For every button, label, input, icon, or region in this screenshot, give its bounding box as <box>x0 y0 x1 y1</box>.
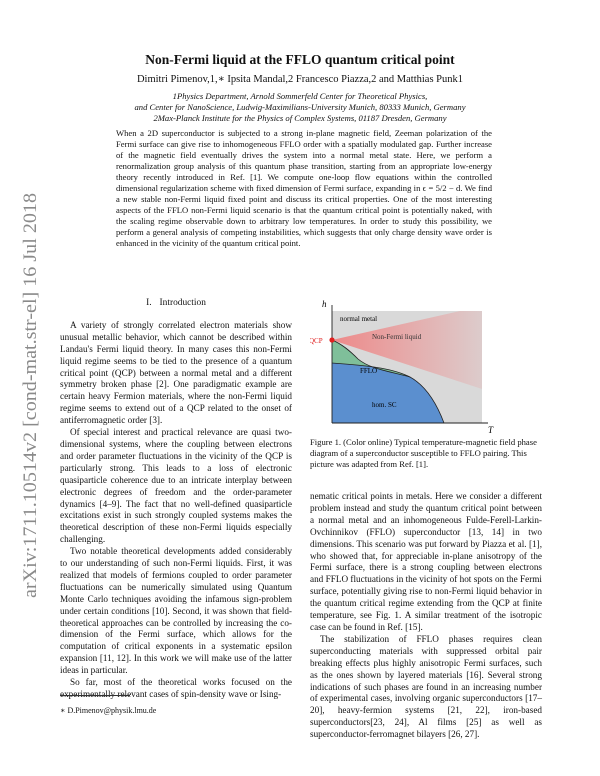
footnote-rule <box>60 695 130 696</box>
figure-caption: Figure 1. (Color online) Typical temperature-magnetic field phase diagram of a superconductor susceptible to FFLO pairing. This picture was adapted from Ref. [1]. <box>310 437 537 469</box>
affiliations <box>60 91 540 124</box>
paragraph: Of special interest and practical relevance are quasi two-dimensional systems, where the coupling between electrons and order parameter fluctuations in the vicinity of the QCP is particularly strong. This leads to a loss of electronic quasiparticle coherence due to an intricate interplay between electronic degrees of freedom and the order-parameter dynamics [4–9]. The fact that no well-defined quasiparticle excitations exist in such strongly coupled systems makes the theoretical description of these non-Fermi liquids especially challenging. <box>60 427 292 545</box>
section-title: Introduction <box>159 298 206 308</box>
nfl-label: Non-Fermi liquid <box>372 333 422 341</box>
qcp-label: QCP <box>310 337 323 345</box>
hom-sc-label: hom. SC <box>372 401 397 409</box>
affiliation-line: 1Physics Department, Arnold Sommerfeld Center for Theoretical Physics, <box>172 91 428 101</box>
section-heading <box>60 298 292 310</box>
phase-diagram-svg <box>310 299 542 435</box>
affiliation-line: and Center for NanoScience, Ludwig-Maximilians-University Munich, 80333 Munich, Germany <box>134 102 466 112</box>
paragraph: So far, most of the theoretical works focused on the experimentally relevant cases of spin-density wave or Ising- <box>60 677 292 699</box>
x-axis-label: T <box>488 425 494 435</box>
right-column <box>310 491 542 741</box>
footnote-email: ∗ D.Pimenov@physik.lmu.de <box>60 706 157 715</box>
fflo-label: FFLO <box>360 367 378 375</box>
phase-diagram-figure <box>310 299 542 435</box>
paper-title: Non-Fermi liquid at the FFLO quantum critical point <box>145 52 455 67</box>
section-number: I. <box>146 298 152 308</box>
arxiv-stamp <box>14 190 44 600</box>
affiliation-line: 2Max-Planck Institute for the Physics of Complex Systems, 01187 Dresden, Germany <box>153 113 447 123</box>
normal-metal-label: normal metal <box>340 315 378 323</box>
paragraph: The stabilization of FFLO phases requires clean superconducting materials with suppressed orbital pair breaking effects plus highly anisotropic Fermi surfaces, such as the ones shown by layered materials [16]. Several strong indications of such phases are found in an increasing number of experimental cases, involving organic superconductors [17–20], heavy-fermion systems [21, 22], iron-based superconductors[23, 24], Al films [25] as well as superconductor-ferromagnet bilayers [26, 27]. <box>310 633 542 740</box>
paragraph: A variety of strongly correlated electron materials show unusual metallic behavior, which cannot be described within Landau's Fermi liquid theory. In many cases this non-Fermi liquid regime seems to be tied to the presence of a quantum critical point (QCP) between a normal metal and a different symmetry broken phase [2]. One paradigmatic example are certain heavy Fermion materials, where the non-Fermi liquid regime seems to extend out of a QCP related to the onset of antiferromagnetic order [3]. <box>60 319 292 426</box>
y-axis-label: h <box>322 299 327 309</box>
arxiv-id: arXiv:1711.10514v2 [cond-mat.str-el] 16 Jul 2018 <box>20 214 41 598</box>
author-list: Dimitri Pimenov,1,∗ Ipsita Mandal,2 Francesco Piazza,2 and Matthias Punk1 <box>136 74 464 85</box>
footnote <box>60 695 292 715</box>
paragraph: Two notable theoretical developments added considerably to our understanding of such non-Fermi liquids. First, it was realized that models of fermions coupled to order parameter fluctuations can be numerically simulated using Quantum Monte Carlo techniques avoiding the infamous sign-problem under certain conditions [10]. Second, it was shown that field-theoretical approaches can be controlled by increasing the co-dimension of the Fermi surface, which allows for the computation of critical exponents in a systematic epsilon expansion [11, 12]. In this work we will make use of the latter ideas in particular. <box>60 546 292 676</box>
qcp-marker <box>329 337 334 342</box>
paragraph: nematic critical points in metals. Here we consider a different problem instead and study the quantum critical point between a normal metal and an inhomogeneous Fulde-Ferell-Larkin-Ovchinnikov (FFLO) superconductor [13, 14] in two dimensions. This scenario was put forward by Piazza et al. [1], who showed that, for appreciable in-plane anisotropy of the Fermi surface, there is a strong coupling between electrons and FFLO fluctuations in the vicinity of hot spots on the Fermi surface, potentially giving rise to non-Fermi liquid behavior in the quantum critical regime extending from the QCP at finite temperature, see Fig. 1. A similar treatment of the isotropic case can be found in Ref. [15]. <box>310 491 542 632</box>
left-column <box>60 298 292 701</box>
abstract: When a 2D superconductor is subjected to a strong in-plane magnetic field, Zeeman polarization of the Fermi surface can give rise to inhomogeneous FFLO order with a spatially modulated gap. Further increase of the magnetic field eventually drives the system into a normal metal state. Here, we perform a renormalization group analysis of this quantum phase transition, starting from an appropriate low-energy theory recently introduced in Ref. [1]. We compute one-loop flow equations within the controlled dimensional regularization scheme with fixed dimension of Fermi surface, expanding in ϵ = 5/2 − d. We find a new stable non-Fermi liquid fixed point and discuss its critical properties. One of the most interesting aspects of the FFLO non-Fermi liquid scenario is that the quantum critical point is potentially naked, with the scaling regime observable down to arbitrary low temperatures. In order to study this possibility, we perform a general analysis of competing instabilities, which suggests that only charge density wave order is enhanced in the vicinity of the quantum critical point. <box>116 128 492 248</box>
